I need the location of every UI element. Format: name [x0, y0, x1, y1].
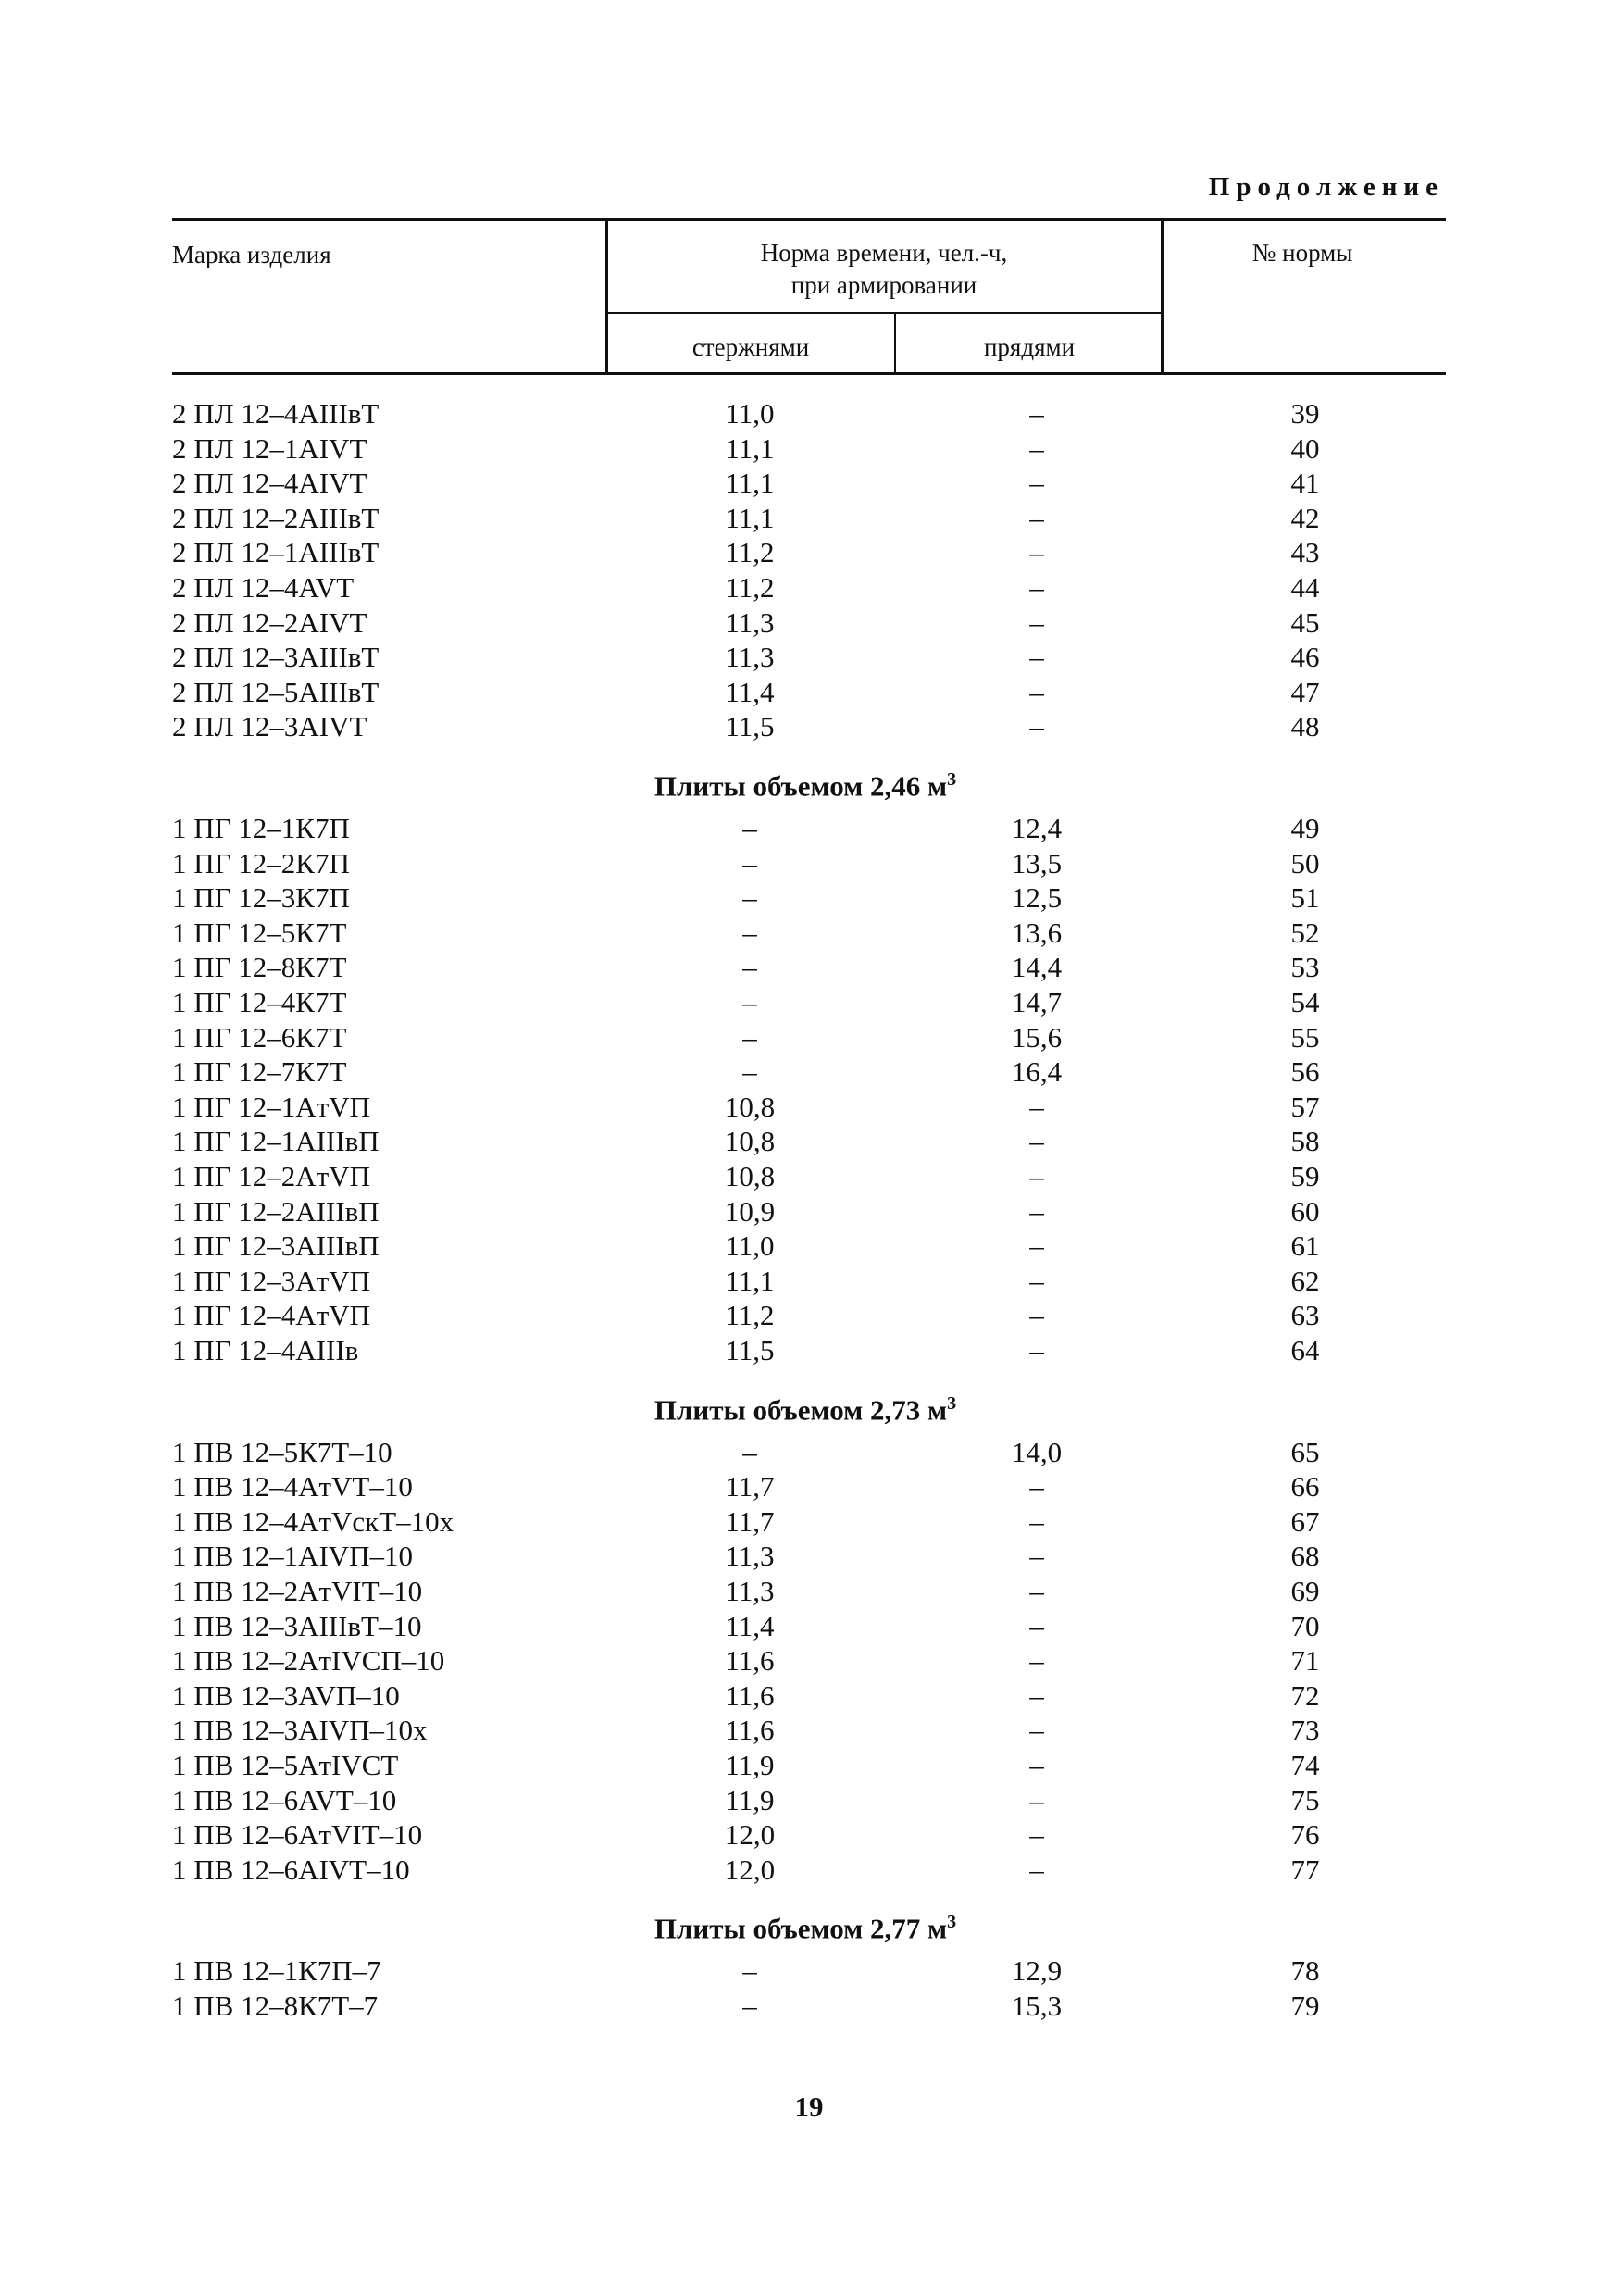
row-norm-no: 68 [1290, 1540, 1320, 1573]
row-rods: 12,0 [724, 1818, 776, 1852]
row-norm-no: 71 [1290, 1644, 1320, 1678]
row-mark: 1 ПГ 12–2AIIIвП [172, 1194, 380, 1228]
section-title [518, 761, 1092, 805]
row-rods: 11,6 [725, 1714, 775, 1747]
row-rods: – [742, 1020, 757, 1054]
section-title-text: Плиты объемом 2,77 м [653, 1912, 948, 1945]
row-mark: 1 ПГ 12–7К7Т [172, 1055, 347, 1089]
row-rods: 11,7 [725, 1504, 775, 1538]
row-rods: – [742, 1055, 757, 1089]
table-row [0, 1817, 1618, 1852]
table-row [0, 466, 1618, 500]
row-strands: – [1029, 675, 1044, 708]
header-mark: Марка изделия [172, 241, 331, 268]
row-rods: 11,2 [725, 536, 775, 569]
table-row [0, 396, 1618, 430]
row-rods: 11,7 [725, 1470, 775, 1504]
row-norm-no: 65 [1290, 1435, 1320, 1468]
table-row [0, 1020, 1618, 1054]
row-norm-no: 53 [1290, 951, 1320, 984]
row-mark: 1 ПГ 12–1AтVП [172, 1090, 371, 1123]
row-mark: 1 ПВ 12–1AIVП–10 [172, 1540, 414, 1573]
table-row [0, 1713, 1618, 1747]
row-rods: 11,2 [725, 571, 775, 604]
row-norm-no: 60 [1290, 1194, 1320, 1228]
row-rods: 11,4 [725, 675, 775, 708]
table-row [0, 570, 1618, 605]
row-mark: 1 ПВ 12–1К7П–7 [172, 1954, 381, 1988]
row-mark: 1 ПВ 12–2AтVIТ–10 [172, 1575, 423, 1607]
row-strands: – [1029, 536, 1044, 569]
row-rods: 11,6 [725, 1678, 775, 1712]
row-strands: – [1029, 1229, 1044, 1263]
row-norm-no: 78 [1290, 1954, 1320, 1988]
row-norm-no: 43 [1290, 536, 1320, 569]
row-norm-no: 49 [1290, 812, 1320, 844]
row-norm-no: 72 [1290, 1678, 1320, 1712]
row-strands: – [1029, 605, 1044, 639]
continuation-label: Продолжение [1208, 172, 1444, 202]
section-title [518, 1903, 1092, 1947]
row-rods: 11,1 [725, 431, 775, 465]
row-mark: 1 ПГ 12–3AтVП [172, 1264, 371, 1297]
row-rods: – [742, 846, 757, 880]
row-rods: 11,2 [725, 1299, 775, 1332]
row-norm-no: 64 [1290, 1334, 1320, 1366]
row-norm-no: 47 [1290, 675, 1320, 708]
header-subdivider [605, 312, 1164, 314]
row-mark: 1 ПГ 12–1К7П [172, 812, 350, 844]
table-row [0, 1194, 1618, 1229]
row-rods: 11,3 [725, 1575, 775, 1607]
table-row [0, 1678, 1618, 1713]
table-row [0, 1333, 1618, 1367]
row-strands: – [1029, 1504, 1044, 1538]
row-norm-no: 73 [1290, 1714, 1320, 1747]
row-norm-no: 62 [1290, 1264, 1320, 1297]
row-mark: 1 ПВ 12–8К7Т–7 [172, 1990, 379, 2022]
row-rods: 11,3 [725, 1540, 775, 1573]
table-row [0, 950, 1618, 984]
row-mark: 1 ПВ 12–6AтVIТ–10 [172, 1818, 423, 1852]
row-norm-no: 56 [1290, 1055, 1320, 1089]
table-row [0, 1090, 1618, 1124]
row-strands: 13,6 [1011, 916, 1063, 949]
header-norm-no: № нормы [1251, 239, 1353, 267]
row-rods: 11,1 [725, 1264, 775, 1297]
row-norm-no: 67 [1290, 1504, 1320, 1538]
table-row [0, 1124, 1618, 1158]
row-strands: 15,3 [1011, 1990, 1063, 2022]
row-norm-no: 55 [1290, 1020, 1320, 1054]
table-row [0, 811, 1618, 845]
row-rods: – [742, 881, 757, 915]
section-title-text: Плиты объемом 2,73 м [653, 1392, 948, 1426]
row-mark: 1 ПГ 12–3К7П [172, 881, 350, 915]
row-rods: 10,9 [724, 1194, 776, 1228]
table-row [0, 985, 1618, 1019]
row-strands: – [1029, 1090, 1044, 1123]
row-norm-no: 70 [1290, 1609, 1320, 1642]
row-mark: 1 ПГ 12–4К7Т [172, 986, 347, 1018]
row-mark: 1 ПГ 12–4AIIIв [172, 1334, 359, 1366]
table-row [0, 1748, 1618, 1782]
row-rods: 11,5 [725, 710, 775, 743]
row-rods: 10,8 [724, 1125, 776, 1158]
row-mark: 1 ПГ 12–4AтVП [172, 1299, 371, 1332]
row-norm-no: 39 [1290, 397, 1320, 430]
row-strands: – [1029, 1609, 1044, 1642]
section-title-text: Плиты объемом 2,46 м [653, 769, 948, 803]
row-strands: – [1029, 1853, 1044, 1886]
row-strands: 14,0 [1011, 1435, 1063, 1468]
row-strands: 16,4 [1011, 1055, 1063, 1089]
row-mark: 1 ПВ 12–2AтIVСП–10 [172, 1644, 445, 1678]
row-strands: 13,5 [1011, 846, 1063, 880]
row-mark: 1 ПВ 12–6AVT–10 [172, 1783, 397, 1816]
row-rods: 11,0 [725, 397, 775, 430]
row-norm-no: 46 [1290, 641, 1320, 674]
row-norm-no: 52 [1290, 916, 1320, 949]
row-mark: 2 ПЛ 12–5AIIIвТ [172, 675, 380, 708]
row-norm-no: 63 [1290, 1299, 1320, 1332]
row-mark: 1 ПВ 12–4AтVскТ–10х [172, 1504, 454, 1538]
row-rods: 11,3 [725, 605, 775, 639]
table-row [0, 605, 1618, 640]
section-title-unit-sup: 3 [947, 1912, 957, 1933]
row-norm-no: 40 [1290, 431, 1320, 465]
row-mark: 2 ПЛ 12–2AIVT [172, 605, 367, 639]
table-row [0, 1783, 1618, 1817]
row-strands: – [1029, 641, 1044, 674]
table-row [0, 709, 1618, 743]
table-row [0, 1054, 1618, 1089]
row-mark: 2 ПЛ 12–3AIVT [172, 710, 367, 743]
section-title-unit-sup: 3 [947, 769, 957, 790]
row-strands: – [1029, 467, 1044, 500]
row-rods: – [742, 1990, 757, 2022]
row-norm-no: 74 [1290, 1749, 1320, 1781]
row-norm-no: 48 [1290, 710, 1320, 743]
table-row [0, 1643, 1618, 1678]
row-strands: – [1029, 397, 1044, 430]
row-strands: – [1029, 1678, 1044, 1712]
page-number: 19 [794, 2090, 824, 2123]
table-row [0, 1159, 1618, 1193]
table-row [0, 1504, 1618, 1539]
row-norm-no: 57 [1290, 1090, 1320, 1123]
row-rods: – [742, 1435, 757, 1468]
row-rods: – [742, 951, 757, 984]
row-strands: 12,9 [1011, 1954, 1063, 1988]
row-rods: 10,8 [724, 1160, 776, 1192]
row-mark: 2 ПЛ 12–1AIIIвТ [172, 536, 380, 569]
row-strands: – [1029, 1194, 1044, 1228]
row-norm-no: 75 [1290, 1783, 1320, 1816]
table-row [0, 1953, 1618, 1988]
section-title-unit-sup: 3 [947, 1392, 957, 1414]
header-rods: стержнями [691, 333, 810, 361]
table-row [0, 916, 1618, 950]
row-strands: 12,5 [1011, 881, 1063, 915]
row-mark: 1 ПВ 12–3AVП–10 [172, 1678, 400, 1712]
row-norm-no: 41 [1290, 467, 1320, 500]
row-mark: 1 ПГ 12–3AIIIвП [172, 1229, 380, 1263]
table-row [0, 1469, 1618, 1504]
row-strands: – [1029, 1264, 1044, 1297]
row-norm-no: 77 [1290, 1853, 1320, 1886]
table-row [0, 1264, 1618, 1298]
table-row [0, 1298, 1618, 1332]
row-rods: 11,9 [725, 1749, 775, 1781]
row-strands: – [1029, 1644, 1044, 1678]
header-bottom-rule [172, 372, 1446, 375]
row-norm-no: 58 [1290, 1125, 1320, 1158]
row-mark: 1 ПГ 12–8К7Т [172, 951, 347, 984]
row-norm-no: 59 [1290, 1160, 1320, 1192]
row-strands: – [1029, 1714, 1044, 1747]
row-norm-no: 50 [1290, 846, 1320, 880]
header-norm-time-line2: при армировании [790, 271, 977, 299]
row-strands: 14,7 [1011, 986, 1063, 1018]
row-mark: 1 ПВ 12–5AтIVСТ [172, 1749, 399, 1781]
header-strands: прядями [983, 333, 1076, 361]
row-rods: – [742, 916, 757, 949]
table-row [0, 431, 1618, 466]
row-norm-no: 66 [1290, 1470, 1320, 1504]
row-rods: 11,1 [725, 467, 775, 500]
row-mark: 2 ПЛ 12–4AIVT [172, 467, 367, 500]
row-mark: 1 ПГ 12–5К7Т [172, 916, 347, 949]
table-row [0, 1435, 1618, 1469]
row-rods: 11,5 [725, 1334, 775, 1366]
row-norm-no: 44 [1290, 571, 1320, 604]
row-mark: 1 ПВ 12–6AIVT–10 [172, 1853, 410, 1886]
row-strands: – [1029, 1540, 1044, 1573]
row-rods: 11,4 [725, 1609, 775, 1642]
row-strands: – [1029, 710, 1044, 743]
table-row [0, 535, 1618, 569]
row-mark: 1 ПГ 12–2К7П [172, 846, 350, 880]
row-norm-no: 61 [1290, 1229, 1320, 1263]
row-rods: – [742, 1954, 757, 1988]
row-strands: – [1029, 501, 1044, 534]
table-row [0, 675, 1618, 709]
row-strands: 12,4 [1011, 812, 1063, 844]
row-mark: 2 ПЛ 12–3AIIIвТ [172, 641, 380, 674]
row-rods: 11,0 [725, 1229, 775, 1263]
row-mark: 1 ПГ 12–1AIIIвП [172, 1125, 380, 1158]
row-mark: 2 ПЛ 12–4AVT [172, 571, 355, 604]
table-row [0, 1539, 1618, 1573]
row-strands: – [1029, 1818, 1044, 1852]
row-norm-no: 45 [1290, 605, 1320, 639]
row-mark: 1 ПВ 12–3AIVП–10х [172, 1714, 428, 1747]
row-rods: 10,8 [724, 1090, 776, 1123]
table-row [0, 1853, 1618, 1887]
table-row [0, 846, 1618, 880]
table-top-rule [172, 218, 1446, 221]
row-strands: – [1029, 431, 1044, 465]
row-strands: – [1029, 1783, 1044, 1816]
row-mark: 2 ПЛ 12–4AIIIвТ [172, 397, 380, 430]
row-strands: – [1029, 1470, 1044, 1504]
row-strands: 15,6 [1011, 1020, 1063, 1054]
row-strands: – [1029, 1334, 1044, 1366]
row-rods: 11,3 [725, 641, 775, 674]
table-row [0, 1989, 1618, 2023]
section-title [518, 1385, 1092, 1429]
row-mark: 2 ПЛ 12–1AIVT [172, 431, 367, 465]
row-norm-no: 54 [1290, 986, 1320, 1018]
row-mark: 1 ПГ 12–2AтVП [172, 1160, 371, 1192]
row-norm-no: 42 [1290, 501, 1320, 534]
table-row [0, 640, 1618, 674]
row-norm-no: 69 [1290, 1575, 1320, 1607]
table-row [0, 1229, 1618, 1263]
row-strands: – [1029, 1160, 1044, 1192]
row-strands: – [1029, 1299, 1044, 1332]
row-rods: – [742, 812, 757, 844]
row-mark: 2 ПЛ 12–2AIIIвТ [172, 501, 380, 534]
table-row [0, 880, 1618, 915]
row-mark: 1 ПВ 12–4AтVT–10 [172, 1470, 413, 1504]
row-strands: – [1029, 571, 1044, 604]
row-norm-no: 51 [1290, 881, 1320, 915]
row-norm-no: 79 [1290, 1990, 1320, 2022]
row-rods: 12,0 [724, 1853, 776, 1886]
row-mark: 1 ПГ 12–6К7Т [172, 1020, 347, 1054]
row-strands: – [1029, 1749, 1044, 1781]
row-strands: – [1029, 1575, 1044, 1607]
row-rods: 11,1 [725, 501, 775, 534]
row-strands: 14,4 [1011, 951, 1063, 984]
row-mark: 1 ПВ 12–3AIIIвТ–10 [172, 1609, 422, 1642]
header-norm-time-line1: Норма времени, чел.-ч, [760, 239, 1008, 267]
row-strands: – [1029, 1125, 1044, 1158]
table-row [0, 501, 1618, 535]
row-rods: – [742, 986, 757, 1018]
row-rods: 11,9 [725, 1783, 775, 1816]
row-rods: 11,6 [725, 1644, 775, 1678]
row-mark: 1 ПВ 12–5К7Т–10 [172, 1435, 392, 1468]
row-norm-no: 76 [1290, 1818, 1320, 1852]
table-row [0, 1609, 1618, 1643]
table-row [0, 1574, 1618, 1608]
